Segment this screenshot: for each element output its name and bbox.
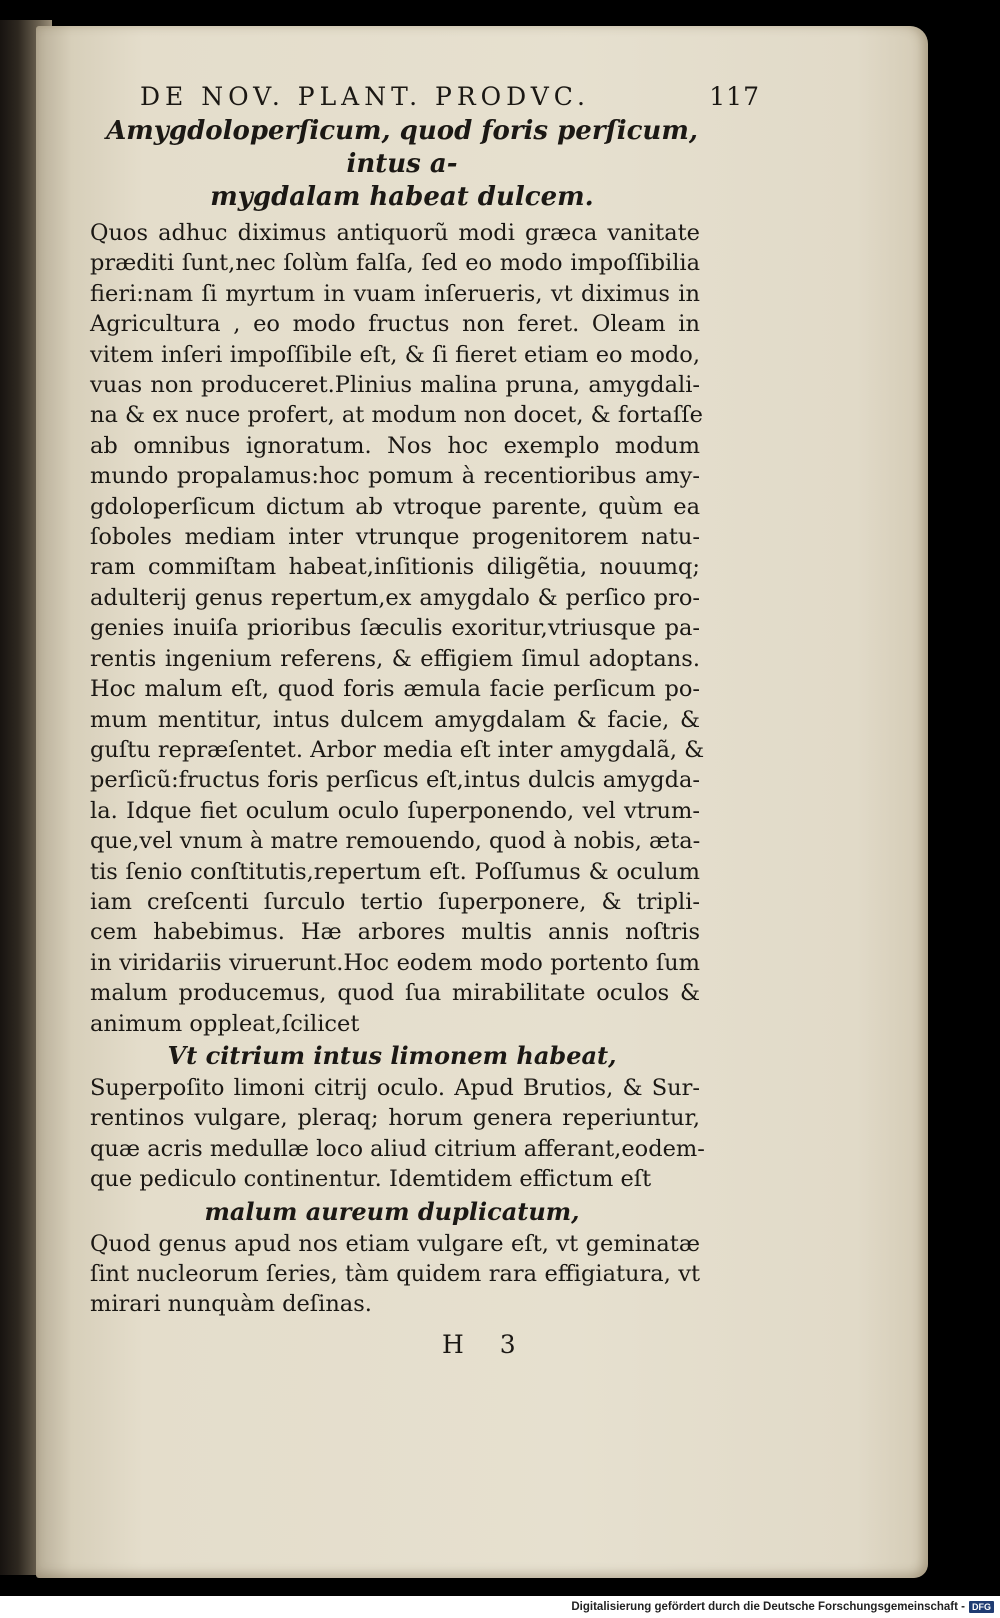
text-line: ram commiſtam habeat,inſitionis diligẽtia, nouumq;	[90, 554, 700, 581]
text-line: que,vel vnum à matre remouendo, quod à nobis, æta-	[90, 828, 701, 855]
text-line: genies inuiſa prioribus ſæculis exoritur,vtriusque pa-	[90, 615, 700, 642]
text-line: gdoloperſicum dictum ab vtroque parente, quùm ea	[90, 493, 700, 520]
section-title	[92, 115, 712, 214]
text-line: la. Idque fiet oculum oculo ſuperponendo, vel vtrum-	[90, 797, 700, 824]
text-line: rentinos vulgare, pleraq; horum genera reperiuntur,	[90, 1105, 700, 1132]
text-line: perſicũ:fructus foris perſicus eſt,intus dulcis amygda-	[90, 767, 700, 794]
text-line: cem habebimus. Hæ arbores multis annis noſtris	[90, 919, 700, 946]
section-title-line: Amygdoloperſicum, quod foris perſicum, intus a-	[106, 116, 698, 179]
text-line: ſint nucleorum ſeries, tàm quidem rara effigiatura, vt	[90, 1261, 700, 1287]
page-text	[82, 82, 760, 1359]
text-line: tis ſenio conſtitutis,repertum eſt. Poſſumus & oculum	[90, 858, 700, 885]
text-line: mirari nunquàm deſinas.	[90, 1291, 372, 1318]
digitization-footer	[0, 1596, 1000, 1618]
paragraph-3	[82, 1229, 722, 1320]
subtitle-citrium: Vt citrium intus limonem habeat,	[167, 1040, 617, 1070]
dfg-logo: DFG	[969, 1601, 994, 1613]
footer-credit: Digitalisierung gefördert durch die Deutsche Forschungsgemeinschaft -	[571, 1601, 965, 1613]
text-line: adulterij genus repertum,ex amygdalo & perſico pro-	[90, 584, 700, 611]
text-line: vuas non produceret.Plinius malina pruna, amygdali-	[90, 372, 700, 399]
text-line: præditi ſunt,nec ſolùm falſa, ſed eo modo impoſſibilia	[90, 250, 700, 277]
text-line: Superpoſito limoni citrij oculo. Apud Brutios, & Sur-	[90, 1074, 700, 1101]
text-line: rentis ingenium referens, & effigiem ſimul adoptans.	[90, 645, 700, 672]
text-line: que pediculo continentur. Idemtidem effictum eſt	[90, 1166, 652, 1193]
text-line: na & ex nuce profert, at modum non docet, & fortaſſe	[90, 402, 703, 429]
text-line: ſoboles mediam inter vtrunque progenitorem natu-	[90, 524, 700, 551]
text-line: fieri:nam ſi myrtum in vuam inſerueris, vt diximus in	[90, 280, 700, 307]
text-line: Hoc malum eſt, quod foris æmula facie perſicum po-	[90, 676, 700, 703]
paragraph-2	[82, 1073, 722, 1195]
text-line: in viridariis viruerunt.Hoc eodem modo portento ſum	[90, 949, 700, 976]
text-line: Quos adhuc diximus antiquorũ modi græca vanitate	[90, 220, 700, 246]
running-head	[140, 82, 760, 111]
running-head-title: DE NOV. PLANT. PRODVC.	[140, 82, 590, 111]
paragraph-1	[82, 218, 722, 1039]
text-line: quæ acris medullæ loco aliud citrium afferant,eodem-	[90, 1135, 705, 1162]
text-line: malum producemus, quod ſua mirabilitate oculos &	[90, 980, 700, 1007]
subtitle-malum-aureum: malum aureum duplicatum,	[204, 1196, 580, 1226]
section-title-line: mygdalam habeat dulcem.	[210, 182, 594, 212]
text-line: Agricultura , eo modo fructus non feret. Oleam in	[90, 311, 700, 338]
text-line: Quod genus apud nos etiam vulgare eſt, vt geminatæ	[90, 1230, 700, 1257]
text-line: mum mentitur, intus dulcem amygdalam & facie, &	[90, 706, 700, 733]
text-line: iam creſcenti ſurculo tertio ſuperponere, & tripli-	[90, 888, 700, 915]
text-line: guſtu repræſentet. Arbor media eſt inter amygdalã, &	[90, 736, 705, 763]
signature-mark: H 3	[442, 1329, 530, 1359]
page-number: 117	[709, 82, 760, 111]
book-page	[36, 26, 928, 1578]
text-line: mundo propalamus:hoc pomum à recentioribus amy-	[90, 463, 700, 490]
text-line: vitem inſeri impoſſibile eſt, & ſi fieret etiam eo modo,	[90, 341, 700, 368]
text-line: ab omnibus ignoratum. Nos hoc exemplo modum	[90, 432, 700, 459]
text-line: animum oppleat,ſcilicet	[90, 1010, 360, 1037]
